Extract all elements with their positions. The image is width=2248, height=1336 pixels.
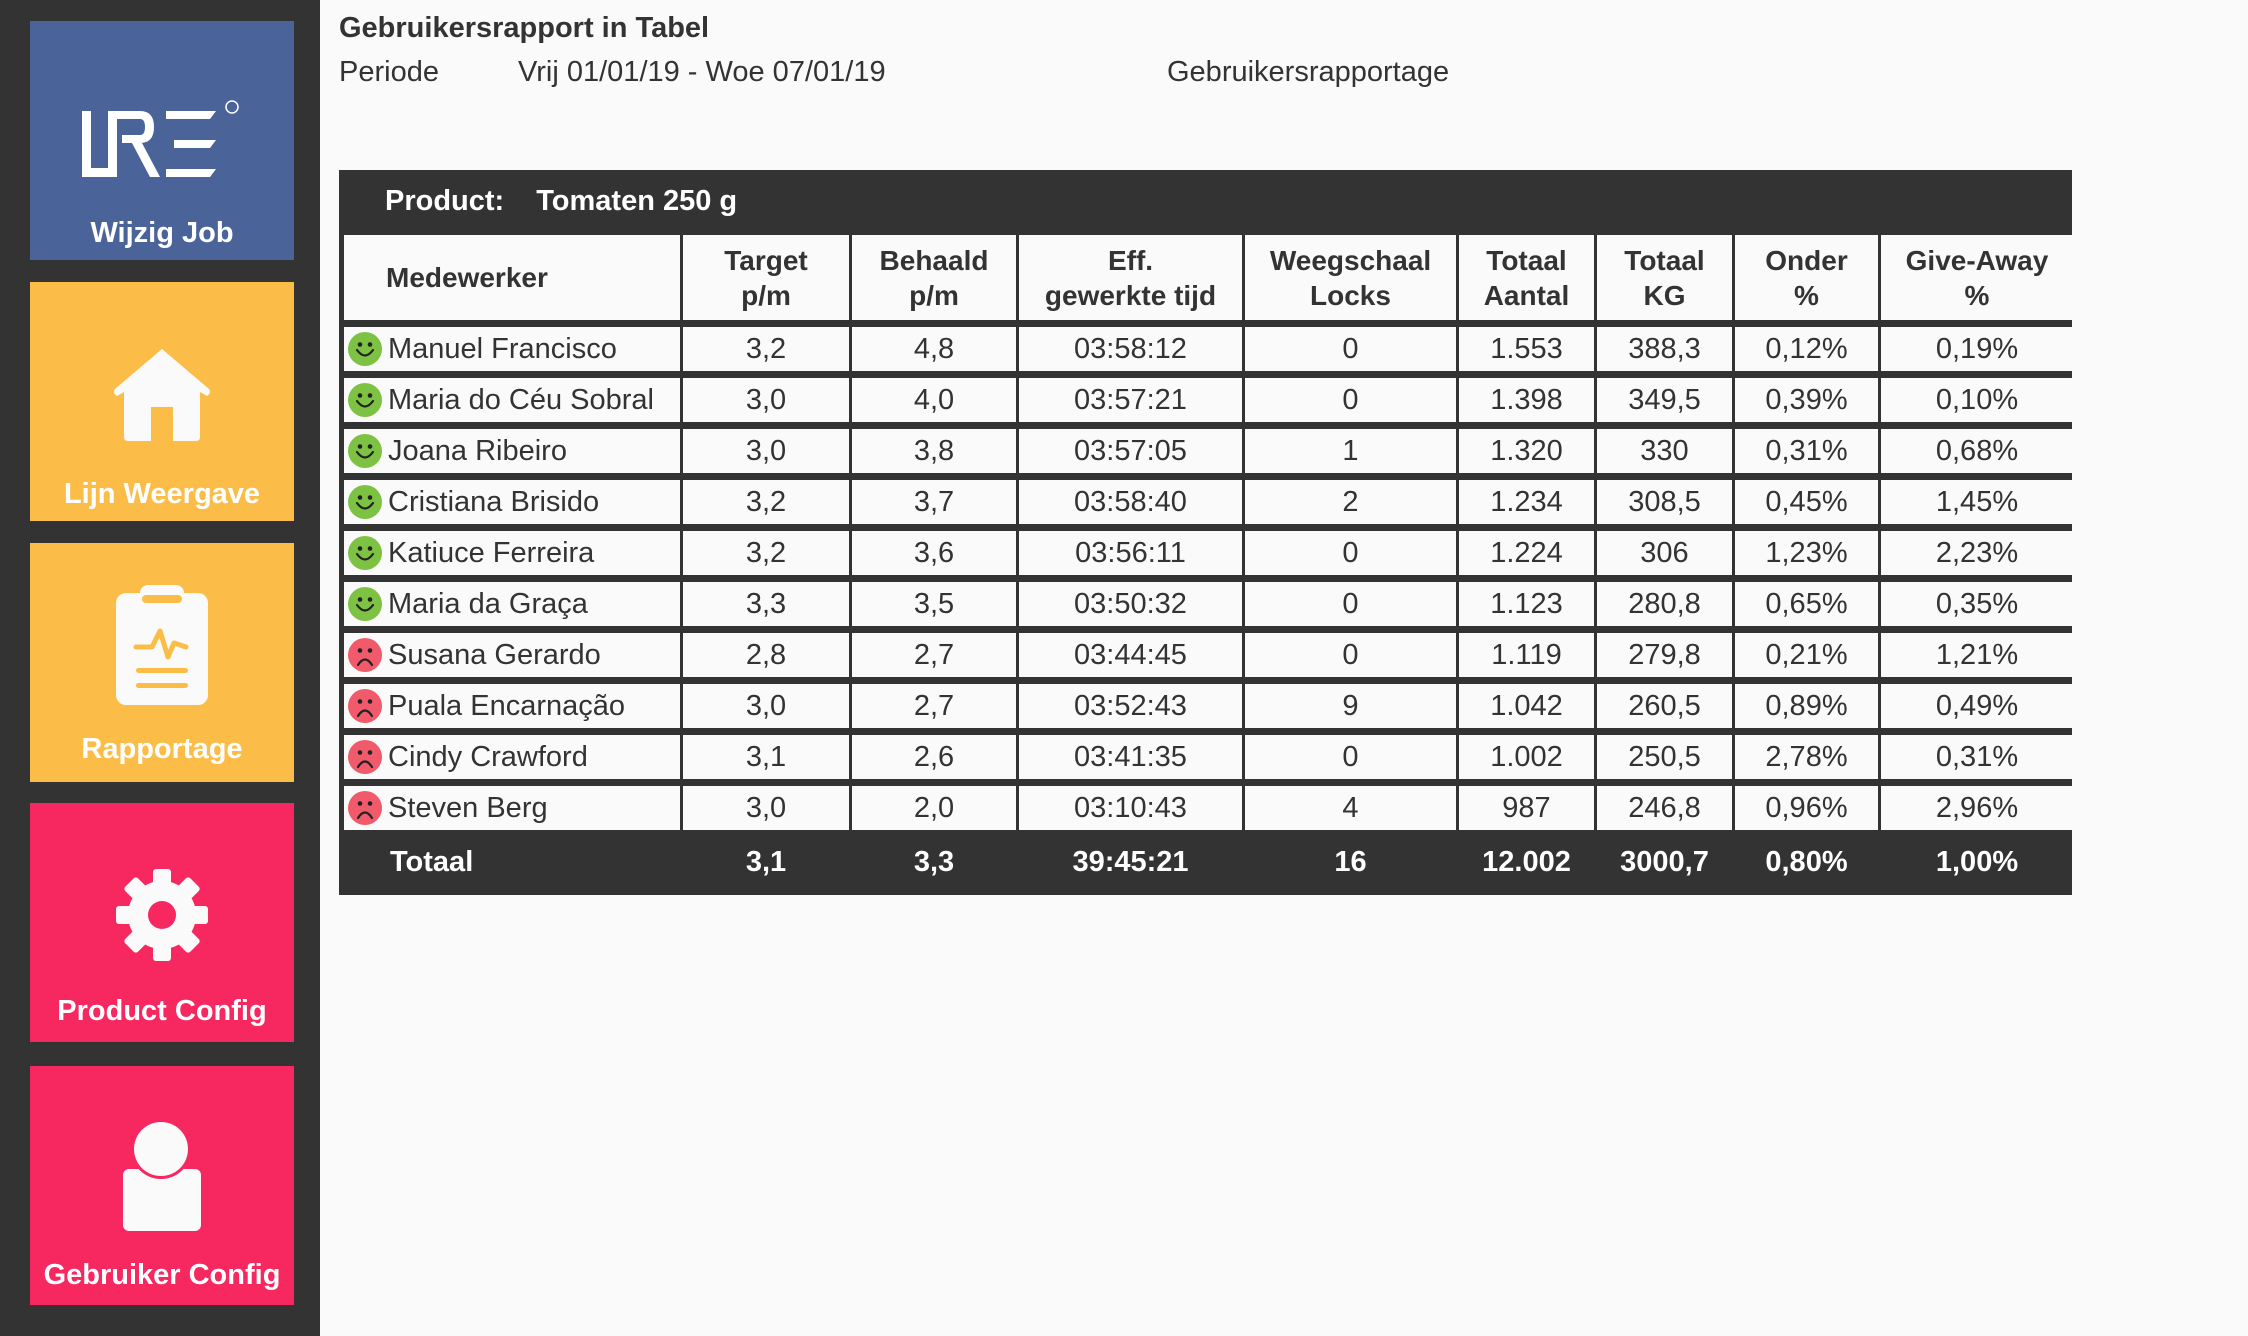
column-header-line2: Locks	[1310, 279, 1391, 311]
table-cell-count: 987	[1459, 786, 1594, 830]
total-under: 0,80%	[1765, 846, 1848, 878]
column-header-line2: gewerkte tijd	[1044, 279, 1217, 311]
table-cell-count: 1.224	[1459, 531, 1594, 575]
table-cell-locks: 4	[1245, 786, 1456, 830]
period-value: Vrij 01/01/19 - Woe 07/01/19	[518, 56, 886, 88]
table-cell-locks: 9	[1245, 684, 1456, 728]
table-cell-count: 1.002	[1459, 735, 1594, 779]
sidebar-item-label: Product Config	[57, 995, 267, 1027]
table-cell-kg: 260,5	[1597, 684, 1732, 728]
sidebar-item-wijzig-job[interactable]	[30, 21, 294, 260]
total-label: Totaal	[390, 846, 474, 878]
smiley-happy-icon	[348, 587, 382, 621]
table-cell-count: 1.234	[1459, 480, 1594, 524]
table-cell-kg: 279,8	[1597, 633, 1732, 677]
column-header-line2: KG	[1643, 279, 1686, 311]
employee-name: Joana Ribeiro	[388, 434, 567, 467]
table-cell-achieved: 2,7	[852, 633, 1016, 677]
table-cell-giveaway: 1,21%	[1881, 633, 2073, 677]
column-header	[1019, 235, 1242, 320]
table-cell-kg: 250,5	[1597, 735, 1732, 779]
table-row-name-cell	[344, 480, 680, 524]
column-header	[1597, 235, 1732, 320]
table-cell-giveaway: 0,19%	[1881, 327, 2073, 371]
smiley-sad-icon	[348, 689, 382, 723]
employee-name: Steven Berg	[388, 791, 548, 824]
table-cell-giveaway: 0,68%	[1881, 429, 2073, 473]
column-header	[1735, 235, 1878, 320]
column-header-line1: Totaal	[1624, 244, 1705, 276]
table-cell-time: 03:52:43	[1019, 684, 1242, 728]
table-cell-giveaway: 0,35%	[1881, 582, 2073, 626]
smiley-sad-icon	[348, 638, 382, 672]
column-header	[683, 235, 849, 320]
table-cell-locks: 0	[1245, 531, 1456, 575]
table-cell-time: 03:44:45	[1019, 633, 1242, 677]
smiley-sad-icon	[348, 791, 382, 825]
table-cell-time: 03:58:40	[1019, 480, 1242, 524]
table-cell-achieved: 3,5	[852, 582, 1016, 626]
table-cell-under: 0,65%	[1735, 582, 1878, 626]
sidebar-item-product-config[interactable]	[30, 803, 294, 1042]
sidebar-item-lijn-weergave[interactable]	[30, 282, 294, 521]
column-header-line1: Give-Away	[1905, 244, 2049, 276]
table-cell-giveaway: 1,45%	[1881, 480, 2073, 524]
table-cell-giveaway: 2,96%	[1881, 786, 2073, 830]
table-cell-count: 1.123	[1459, 582, 1594, 626]
smiley-happy-icon	[348, 332, 382, 366]
total-row	[339, 830, 2072, 895]
table-cell-time: 03:57:21	[1019, 378, 1242, 422]
product-value: Tomaten 250 g	[536, 184, 738, 217]
table-cell-time: 03:58:12	[1019, 327, 1242, 371]
column-header-line1: Eff.	[1107, 244, 1154, 276]
employee-name: Cindy Crawford	[388, 740, 588, 773]
employee-name: Cristiana Brisido	[388, 485, 600, 518]
table-cell-under: 0,96%	[1735, 786, 1878, 830]
column-header	[1459, 235, 1594, 320]
smiley-happy-icon	[348, 434, 382, 468]
column-header-line2: %	[1794, 279, 1819, 311]
table-cell-achieved: 3,6	[852, 531, 1016, 575]
table-cell-count: 1.042	[1459, 684, 1594, 728]
table-grid	[339, 232, 2072, 830]
table-cell-achieved: 2,6	[852, 735, 1016, 779]
table-cell-locks: 2	[1245, 480, 1456, 524]
column-header-line1: Medewerker	[386, 262, 548, 293]
table-cell-kg: 306	[1597, 531, 1732, 575]
table-cell-target: 3,2	[683, 531, 849, 575]
sidebar-item-label: Lijn Weergave	[63, 478, 261, 510]
employee-name: Puala Encarnação	[388, 689, 625, 722]
table-cell-achieved: 3,8	[852, 429, 1016, 473]
table-cell-count: 1.553	[1459, 327, 1594, 371]
product-bar	[339, 170, 2072, 232]
table-cell-locks: 0	[1245, 633, 1456, 677]
gear-icon	[30, 868, 294, 962]
table-cell-achieved: 2,7	[852, 684, 1016, 728]
table-cell-target: 3,1	[683, 735, 849, 779]
column-header	[1245, 235, 1456, 320]
employee-name: Maria do Céu Sobral	[388, 383, 654, 416]
table-cell-target: 3,0	[683, 378, 849, 422]
sidebar-item-gebruiker-config[interactable]	[30, 1066, 294, 1305]
column-header	[852, 235, 1016, 320]
table-cell-kg: 246,8	[1597, 786, 1732, 830]
smiley-happy-icon	[348, 485, 382, 519]
table-cell-kg: 388,3	[1597, 327, 1732, 371]
table-cell-target: 3,3	[683, 582, 849, 626]
table-cell-count: 1.320	[1459, 429, 1594, 473]
table-row-name-cell	[344, 531, 680, 575]
table-cell-target: 3,0	[683, 786, 849, 830]
total-achieved: 3,3	[913, 846, 955, 878]
clipboard-pulse-icon	[30, 583, 294, 707]
employee-name: Maria da Graça	[388, 587, 588, 620]
table-cell-locks: 1	[1245, 429, 1456, 473]
table-cell-under: 1,23%	[1735, 531, 1878, 575]
table-cell-target: 3,0	[683, 429, 849, 473]
table-cell-target: 3,2	[683, 480, 849, 524]
table-cell-kg: 349,5	[1597, 378, 1732, 422]
smiley-happy-icon	[348, 383, 382, 417]
table-cell-giveaway: 2,23%	[1881, 531, 2073, 575]
column-header-line2: p/m	[741, 279, 791, 311]
table-cell-achieved: 2,0	[852, 786, 1016, 830]
table-cell-under: 0,21%	[1735, 633, 1878, 677]
column-header-line1: Behaald	[879, 244, 989, 276]
column-header	[344, 235, 680, 320]
table-row-name-cell	[344, 633, 680, 677]
total-count: 12.002	[1482, 846, 1571, 878]
table-cell-time: 03:10:43	[1019, 786, 1242, 830]
table-cell-target: 3,2	[683, 327, 849, 371]
table-row-name-cell	[344, 735, 680, 779]
total-kg: 3000,7	[1620, 846, 1709, 878]
total-target: 3,1	[745, 846, 787, 878]
table-cell-achieved: 4,0	[852, 378, 1016, 422]
lre-logo-icon	[30, 99, 294, 189]
total-giveaway: 1,00%	[1935, 846, 2019, 878]
sidebar	[0, 0, 320, 1336]
column-header-line2: %	[1964, 279, 1990, 311]
table-cell-count: 1.398	[1459, 378, 1594, 422]
table-row-name-cell	[344, 378, 680, 422]
user-report-table	[339, 170, 2072, 895]
sidebar-item-label: Gebruiker Config	[43, 1259, 281, 1291]
table-cell-locks: 0	[1245, 735, 1456, 779]
table-cell-count: 1.119	[1459, 633, 1594, 677]
table-cell-giveaway: 0,10%	[1881, 378, 2073, 422]
sidebar-item-label: Wijzig Job	[90, 217, 234, 249]
smiley-sad-icon	[348, 740, 382, 774]
user-icon	[30, 1121, 294, 1233]
column-header-line1: Target	[724, 244, 808, 276]
table-cell-target: 3,0	[683, 684, 849, 728]
column-header-line2: Aantal	[1483, 279, 1570, 311]
table-cell-locks: 0	[1245, 582, 1456, 626]
table-cell-locks: 0	[1245, 327, 1456, 371]
smiley-happy-icon	[348, 536, 382, 570]
table-cell-giveaway: 0,31%	[1881, 735, 2073, 779]
table-cell-kg: 330	[1597, 429, 1732, 473]
table-cell-kg: 308,5	[1597, 480, 1732, 524]
employee-name: Katiuce Ferreira	[388, 536, 595, 569]
report-type: Gebruikersrapportage	[1167, 56, 1450, 88]
column-header-line1: Onder	[1765, 244, 1848, 276]
table-row-name-cell	[344, 786, 680, 830]
column-header-line1: Weegschaal	[1269, 244, 1432, 276]
table-cell-kg: 280,8	[1597, 582, 1732, 626]
table-row-name-cell	[344, 684, 680, 728]
table-cell-time: 03:56:11	[1019, 531, 1242, 575]
table-cell-under: 0,89%	[1735, 684, 1878, 728]
employee-name: Manuel Francisco	[388, 332, 617, 365]
employee-name: Susana Gerardo	[388, 638, 601, 671]
table-cell-achieved: 3,7	[852, 480, 1016, 524]
total-time: 39:45:21	[1072, 846, 1189, 878]
table-cell-target: 2,8	[683, 633, 849, 677]
column-header-line1: Totaal	[1486, 244, 1567, 276]
table-cell-time: 03:57:05	[1019, 429, 1242, 473]
table-row-name-cell	[344, 327, 680, 371]
table-cell-giveaway: 0,49%	[1881, 684, 2073, 728]
page-title: Gebruikersrapport in Tabel	[339, 12, 710, 44]
column-header	[1881, 235, 2073, 320]
table-row-name-cell	[344, 582, 680, 626]
total-locks: 16	[1334, 846, 1367, 878]
table-cell-time: 03:50:32	[1019, 582, 1242, 626]
home-icon	[30, 347, 294, 443]
product-label: Product:	[385, 184, 505, 217]
table-cell-under: 2,78%	[1735, 735, 1878, 779]
period-label: Periode	[339, 56, 439, 88]
table-cell-under: 0,12%	[1735, 327, 1878, 371]
table-row-name-cell	[344, 429, 680, 473]
table-cell-achieved: 4,8	[852, 327, 1016, 371]
sidebar-item-rapportage[interactable]	[30, 543, 294, 782]
table-cell-time: 03:41:35	[1019, 735, 1242, 779]
table-cell-locks: 0	[1245, 378, 1456, 422]
table-cell-under: 0,31%	[1735, 429, 1878, 473]
table-cell-under: 0,39%	[1735, 378, 1878, 422]
sidebar-item-label: Rapportage	[81, 733, 243, 765]
table-cell-under: 0,45%	[1735, 480, 1878, 524]
column-header-line2: p/m	[909, 279, 959, 311]
